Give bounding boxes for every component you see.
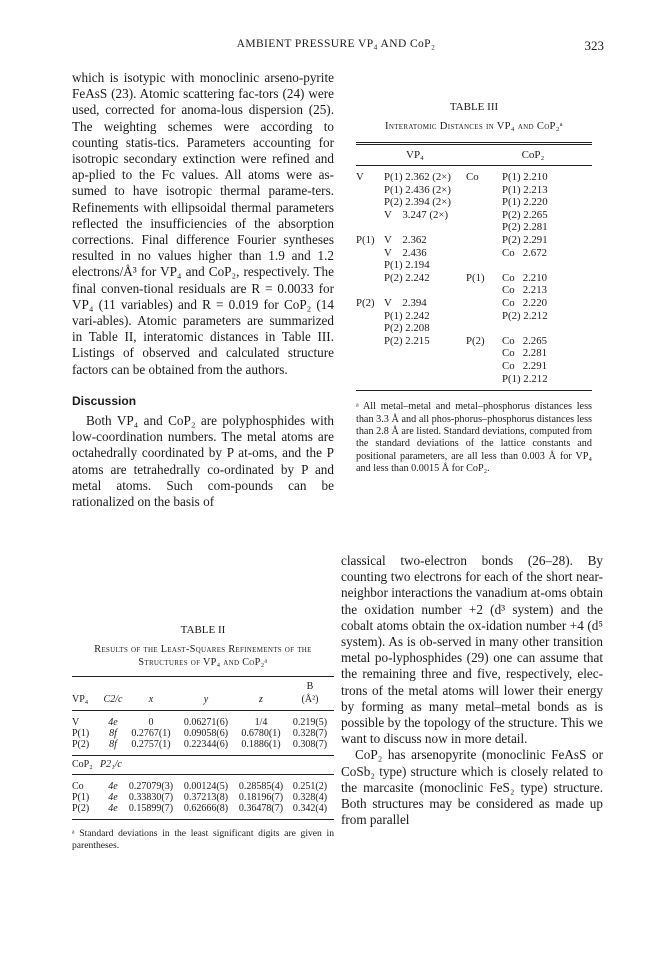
table-2-header-rule — [72, 710, 334, 711]
cop2-distance-cell: Co 2.672 — [502, 246, 547, 259]
table-row — [356, 184, 592, 197]
y-cell: 0.09058(6) — [183, 728, 229, 739]
table-2-bottom-rule — [72, 819, 334, 820]
cop2-distance-cell: P(2) 2.281 — [502, 221, 548, 234]
table-row — [356, 347, 592, 360]
table-2-grid — [72, 680, 334, 705]
b-header: B — [306, 681, 314, 692]
table-3-title: TABLE III — [449, 101, 499, 113]
z-cell: 0.36478(7) — [238, 803, 284, 814]
cop2-distance-cell: Co 2.220 — [502, 296, 547, 309]
cop2-distance-cell: P(1) 2.213 — [502, 183, 548, 196]
table-row — [356, 171, 592, 184]
body-paragraph-4: CoP₂ has arsenopyrite (monoclinic FeAsS or CoSb₂ type) structure which is closely related to the marcasite (monoclinic FeS₂ type) structure. Both structures may be considered as made up from parallel — [341, 747, 603, 828]
table-2-vp4-rows — [72, 717, 334, 750]
site-cell: 4e — [108, 792, 118, 803]
table-row — [356, 221, 592, 234]
atom-cell — [466, 373, 488, 386]
x-cell: 0.33830(7) — [128, 792, 174, 803]
cop2-distance-cell: Co 2.281 — [502, 347, 547, 360]
vp4-distance-cell — [378, 284, 466, 297]
vp4-distance-cell — [378, 347, 466, 360]
atom-cell: V — [356, 171, 364, 183]
vp4-distance-cell: V 2.436 — [384, 246, 427, 259]
table-row — [72, 781, 334, 792]
table-row — [356, 360, 592, 373]
b-unit: (Å²) — [301, 694, 319, 705]
z-cell: 0.18196(7) — [238, 792, 284, 803]
body-paragraph-1: which is isotypic with monoclinic arseno-pyrite FeAsS (23). Atomic scattering fac-tors (24) were used, corrected for anoma-lous dispersion (25). The weighting schemes were according to counting statis-tics. Parameters accounting for isotropic secondary extinction were refined and ap-plied to the Fc values. All atoms were as-sumed to have isotropic thermal parame-ters. Refinements with ellipsoidal thermal parameters reflected the insufficiencies of the absorption corrections. Final difference Fourier syntheses resulted in no values higher than 1.9 and 1.2 electrons/Å³ for VP₄ and CoP₂, respectively. The final conven-tional residuals are R = 0.0033 for VP₄ (11 variables) and R = 0.019 for CoP₂ (14 vari-ables). Atomic parameters are summarized in Table II, interatomic distances in Table III. Listings of observed and calculated structure factors can be obtained from the authors. — [72, 70, 334, 377]
atom-cell — [356, 360, 378, 373]
vp4-distance-cell: V 2.362 — [384, 233, 427, 246]
table-row — [72, 728, 334, 739]
cop2-distance-cell: P(1) 2.212 — [502, 372, 548, 385]
table-row — [356, 284, 592, 297]
atom-cell — [356, 196, 378, 209]
space-group: P2₁/c — [100, 759, 122, 770]
body-paragraph-3: classical two-electron bonds (26–28). By counting two electrons for each of the short near-neighbor interactions the vanadium at-oms obtain the oxidation number +2 (d³ system) and the cobalt atoms obtain the ox-idation number +4 (d⁵ system). As is ob-served in many other transition metal po-lyphosphides (29) one can assume that the remaining three and five, respectively, elec-trons of the metal atoms will lower their energy by forming as many metal–metal bonds as is possible by the topology of the structure. This we want to discuss now in more detail. — [341, 553, 603, 747]
atom-cell — [466, 221, 488, 234]
column-header-z: z — [259, 694, 263, 705]
table-row — [356, 373, 592, 386]
table-2-cop2-rows — [72, 781, 334, 814]
table-row — [356, 259, 592, 272]
table-row — [356, 310, 592, 323]
cop2-distance-cell: P(1) 2.220 — [502, 196, 548, 209]
atom-cell: P(2) — [466, 334, 485, 347]
vp4-distance-cell: V 3.247 (2×) — [384, 208, 449, 221]
atom-cell — [356, 347, 378, 360]
table-2-group-rule-2 — [72, 774, 334, 775]
cop2-distance-cell: Co 2.210 — [502, 271, 547, 284]
atom-cell: P(1) — [356, 233, 375, 246]
table-2-title: TABLE II — [180, 624, 226, 636]
table-3-bottom-rule — [356, 390, 592, 391]
table-row — [356, 234, 592, 247]
atom-cell — [356, 335, 378, 348]
table-row — [356, 196, 592, 209]
atom-cell: Co — [466, 171, 479, 183]
y-cell: 0.00124(5) — [183, 781, 229, 792]
left-column — [72, 70, 334, 510]
b-cell: 0.251(2) — [292, 781, 328, 792]
x-cell: 0.15899(7) — [128, 803, 174, 814]
table-row — [72, 803, 334, 814]
atom-cell — [356, 373, 378, 386]
cop2-distance-cell: P(2) 2.212 — [502, 309, 548, 322]
x-cell: 0 — [148, 717, 154, 728]
atom-cell: P(2) — [72, 803, 90, 814]
table-3-caption: Interatomic Distances in VP₄ and CoP₂ᵃ — [385, 121, 563, 132]
vp4-distance-cell: P(1) 2.242 — [384, 309, 430, 322]
running-header — [0, 38, 672, 58]
atom-cell — [356, 221, 378, 234]
table-row — [356, 322, 592, 335]
table-2-footnote: ᵃ Standard deviations in the least significant digits are given in parentheses. — [72, 828, 334, 851]
vp4-distance-cell: P(2) 2.394 (2×) — [384, 196, 451, 209]
table-2-caption: Results of the Least-Squares Refinements of the Structures of VP₄ and CoP₂ᵃ — [94, 644, 312, 668]
compound-label: CoP₂ — [72, 759, 93, 770]
x-cell: 0.2757(1) — [131, 739, 171, 750]
atom-cell — [356, 209, 378, 222]
atom-cell: P(1) — [72, 792, 90, 803]
b-cell: 0.219(5) — [292, 717, 328, 728]
atom-cell — [466, 297, 488, 310]
atom-cell: P(1) — [72, 728, 90, 739]
atom-cell — [466, 360, 488, 373]
cop2-distance-cell — [488, 259, 592, 272]
atom-cell — [356, 184, 378, 197]
cop2-distance-cell: P(1) 2.210 — [502, 171, 548, 183]
z-cell: 0.28585(4) — [238, 781, 284, 792]
cop2-distance-cell — [488, 322, 592, 335]
page-number: 323 — [584, 38, 604, 53]
atom-cell — [466, 184, 488, 197]
table-row — [72, 739, 334, 750]
atom-cell — [466, 284, 488, 297]
vp4-distance-cell: V 2.394 — [384, 296, 427, 309]
atom-cell — [466, 196, 488, 209]
y-cell: 0.06271(6) — [183, 717, 229, 728]
vp4-distance-cell: P(2) 2.242 — [384, 271, 430, 284]
y-cell: 0.22344(6) — [183, 739, 229, 750]
vp4-distance-cell: P(1) 2.436 (2×) — [384, 183, 451, 196]
table-3 — [356, 100, 592, 476]
atom-cell — [466, 234, 488, 247]
table-3-body — [356, 171, 592, 385]
column-header-vp4: VP₄ — [406, 149, 424, 161]
y-cell: 0.62666(8) — [183, 803, 229, 814]
table-row — [356, 297, 592, 310]
right-column — [341, 553, 603, 828]
vp4-distance-cell: P(1) 2.194 — [384, 259, 430, 272]
b-cell: 0.328(4) — [292, 792, 328, 803]
site-cell: 4e — [108, 781, 118, 792]
compound-label: VP₄ — [72, 694, 89, 705]
table-3-footnote: ᵃ All metal–metal and metal–phosphorus distances less than 3.3 Å and all phos-phorus–phosphorus distances less than 2.8 Å are listed. Standard deviations, computed from the standard deviations of the lattice constants and positional parameters, are all less than 0.003 Å for VP₄ and less than 0.0015 Å for CoP₂. — [356, 401, 592, 475]
table-row — [356, 247, 592, 260]
atom-cell: Co — [72, 781, 84, 792]
atom-cell — [356, 322, 378, 335]
atom-cell — [466, 322, 488, 335]
cop2-distance-cell: Co 2.213 — [502, 284, 547, 297]
table-row — [356, 209, 592, 222]
site-cell: 8f — [109, 728, 117, 739]
atom-cell — [356, 284, 378, 297]
z-cell: 0.1886(1) — [241, 739, 281, 750]
cop2-distance-cell: Co 2.265 — [502, 334, 547, 347]
atom-cell: P(2) — [356, 296, 375, 309]
column-header-y: y — [203, 694, 209, 705]
space-group: C2/c — [103, 694, 123, 705]
body-paragraph-2: Both VP₄ and CoP₂ are polyphosphides with low-coordination numbers. The metal atoms are octahedrally coordinated by P at-oms, and the P atoms are tetrahedrally co-ordinated by P and metal atoms. Such com-pounds can be rationalized on the basis of — [72, 413, 334, 510]
vp4-distance-cell — [378, 221, 466, 234]
z-cell: 0.6780(1) — [241, 728, 281, 739]
vp4-distance-cell — [378, 360, 466, 373]
table-2-cop2-header — [72, 758, 334, 772]
table-3-header — [356, 145, 592, 165]
cop2-distance-cell: P(2) 2.291 — [502, 233, 548, 246]
b-cell: 0.308(7) — [292, 739, 328, 750]
atom-cell — [356, 310, 378, 323]
x-cell: 0.27079(3) — [128, 781, 174, 792]
atom-cell: V — [72, 717, 80, 728]
atom-cell — [466, 347, 488, 360]
table-row — [356, 335, 592, 348]
atom-cell — [356, 272, 378, 285]
b-cell: 0.342(4) — [292, 803, 328, 814]
table-row — [72, 792, 334, 803]
atom-cell: P(2) — [72, 739, 90, 750]
atom-cell — [356, 247, 378, 260]
atom-cell — [466, 310, 488, 323]
y-cell: 0.37213(8) — [183, 792, 229, 803]
atom-cell — [466, 247, 488, 260]
table-row — [72, 717, 334, 728]
vp4-distance-cell: P(1) 2.362 (2×) — [384, 171, 451, 183]
site-cell: 4e — [108, 803, 118, 814]
b-cell: 0.328(7) — [292, 728, 328, 739]
vp4-distance-cell: P(2) 2.215 — [384, 334, 430, 347]
atom-cell — [466, 259, 488, 272]
table-row — [356, 272, 592, 285]
section-heading-discussion: Discussion — [72, 393, 137, 408]
vp4-distance-cell: P(2) 2.208 — [384, 322, 430, 335]
vp4-distance-cell — [378, 373, 466, 386]
atom-cell: P(1) — [466, 271, 485, 284]
cop2-distance-cell: Co 2.291 — [502, 359, 547, 372]
table-2-group-rule — [72, 755, 334, 756]
atom-cell — [466, 209, 488, 222]
column-header-x: x — [148, 694, 154, 705]
column-header-cop2: CoP₂ — [521, 149, 545, 161]
table-2-top-rule — [72, 676, 334, 677]
table-2 — [72, 623, 334, 851]
running-head: AMBIENT PRESSURE VP₄ AND CoP₂ — [236, 38, 436, 50]
atom-cell — [356, 259, 378, 272]
x-cell: 0.2767(1) — [131, 728, 171, 739]
z-cell: 1/4 — [254, 717, 268, 728]
site-cell: 8f — [109, 739, 117, 750]
site-cell: 4e — [108, 717, 118, 728]
table-3-header-rule — [356, 165, 592, 166]
cop2-distance-cell: P(2) 2.265 — [502, 208, 548, 221]
